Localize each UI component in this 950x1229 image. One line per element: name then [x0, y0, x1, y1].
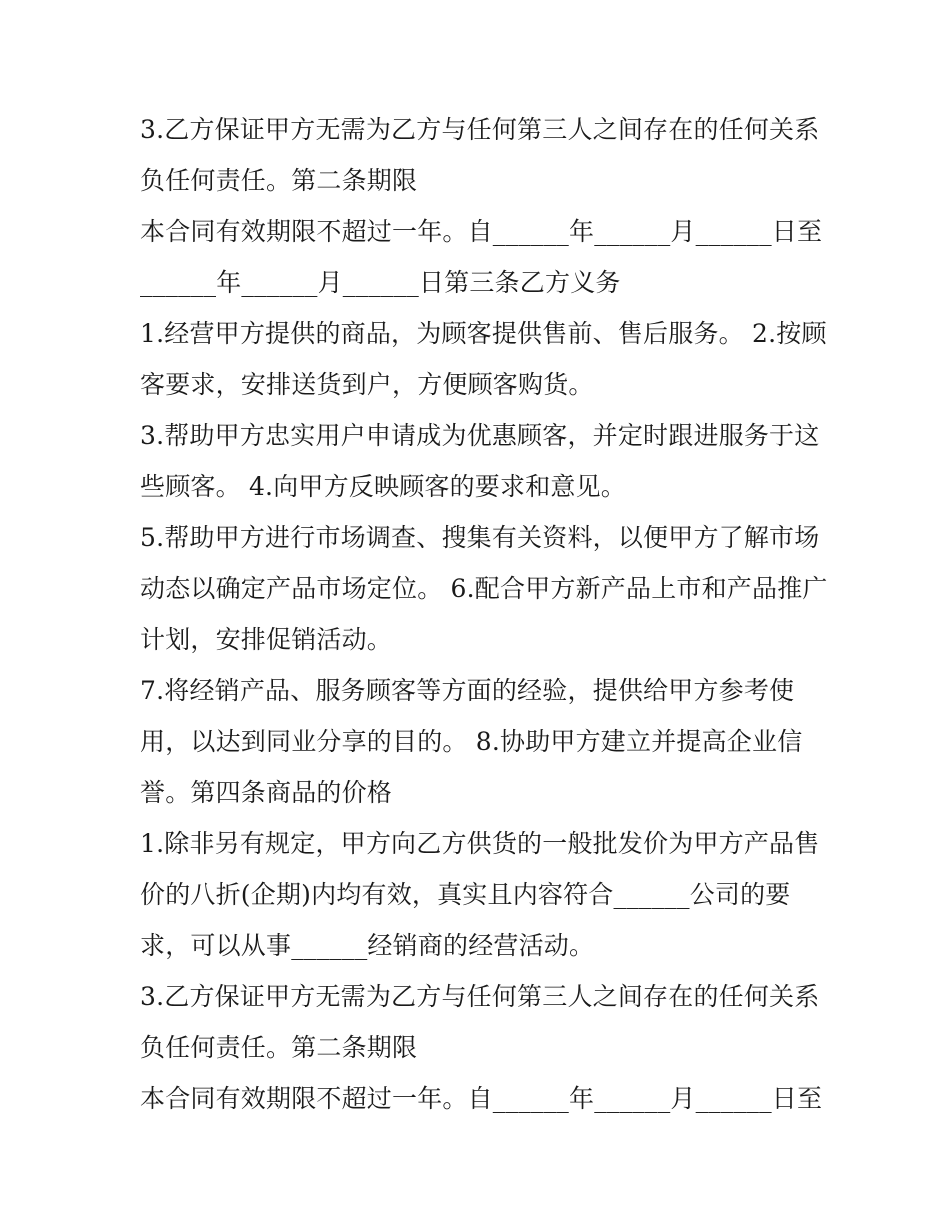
text-line: 本合同有效期限不超过一年。自______年______月______日至 [140, 217, 823, 246]
text-line: 本合同有效期限不超过一年。自______年______月______日至 [140, 1084, 823, 1113]
text-line: 1.经营甲方提供的商品，为顾客提供售前、售后服务。 2.按顾 [140, 319, 827, 348]
text-line: 誉。第四条商品的价格 [140, 778, 393, 807]
text-line: 5.帮助甲方进行市场调查、搜集有关资料，以便甲方了解市场 [140, 523, 820, 552]
text-line: 价的八折(企期)内均有效，真实且内容符合______公司的要 [140, 880, 791, 909]
text-line: 负任何责任。第二条期限 [140, 1033, 418, 1062]
text-line: 客要求，安排送货到户，方便顾客购货。 [140, 370, 594, 399]
text-line: 动态以确定产品市场定位。 6.配合甲方新产品上市和产品推广 [140, 574, 828, 603]
text-line: 负任何责任。第二条期限 [140, 166, 418, 195]
text-line: 3.乙方保证甲方无需为乙方与任何第三人之间存在的任何关系 [140, 982, 820, 1011]
text-line: 3.乙方保证甲方无需为乙方与任何第三人之间存在的任何关系 [140, 115, 820, 144]
text-line: ______年______月______日第三条乙方义务 [140, 268, 621, 297]
text-line: 7.将经销产品、服务顾客等方面的经验，提供给甲方参考使 [140, 676, 795, 705]
text-line: 些顾客。 4.向甲方反映顾客的要求和意见。 [140, 472, 627, 501]
text-line: 计划，安排促销活动。 [140, 625, 393, 654]
text-line: 求，可以从事______经销商的经营活动。 [140, 931, 595, 960]
text-line: 用，以达到同业分享的目的。 8.协助甲方建立并提高企业信 [140, 727, 803, 756]
text-line: 3.帮助甲方忠实用户申请成为优惠顾客，并定时跟进服务于这 [140, 421, 820, 450]
text-line: 1.除非另有规定，甲方向乙方供货的一般批发价为甲方产品售 [140, 829, 820, 858]
contract-text [140, 104, 828, 1124]
